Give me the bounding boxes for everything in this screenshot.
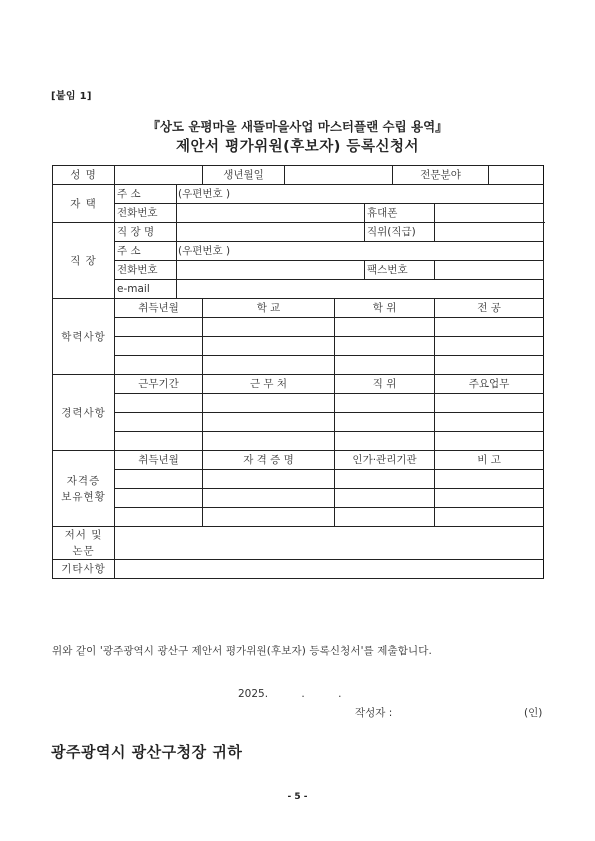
edu-col-degree: 학 위 — [335, 299, 435, 318]
table-row — [53, 356, 544, 375]
cert-label-line2: 보유현황 — [61, 490, 106, 503]
cert-cell[interactable] — [203, 508, 335, 527]
position-field[interactable] — [435, 223, 544, 242]
email-field[interactable] — [177, 280, 544, 299]
career-col-workplace: 근 무 처 — [203, 375, 335, 394]
edu-cell[interactable] — [203, 356, 335, 375]
field-label: 전문분야 — [393, 166, 489, 185]
workplace-row — [53, 223, 544, 242]
table-row — [53, 432, 544, 451]
work-label: 직 장 — [53, 223, 115, 299]
table-row — [53, 508, 544, 527]
education-header-row — [53, 299, 544, 318]
career-cell[interactable] — [115, 413, 203, 432]
edu-col-date: 취득년월 — [115, 299, 203, 318]
career-cell[interactable] — [115, 432, 203, 451]
email-label: e-mail — [115, 280, 177, 299]
name-label: 성 명 — [53, 166, 115, 185]
edu-col-major: 전 공 — [435, 299, 544, 318]
seal-mark: (인) — [524, 707, 543, 719]
publications-field[interactable] — [115, 527, 544, 560]
birth-field[interactable] — [285, 166, 393, 185]
cert-cell[interactable] — [435, 470, 544, 489]
fax-field[interactable] — [435, 261, 544, 280]
cert-cell[interactable] — [435, 489, 544, 508]
form-title: 제안서 평가위원(후보자) 등록신청서 — [176, 139, 419, 155]
mobile-label: 휴대폰 — [365, 204, 435, 223]
registration-form-table — [52, 165, 544, 579]
cert-cell[interactable] — [335, 470, 435, 489]
project-title: 『상도 운평마을 새뜰마을사업 마스터플랜 수립 용역』 — [147, 119, 448, 134]
position-label: 직위(직급) — [365, 223, 435, 242]
table-row — [53, 318, 544, 337]
career-cell[interactable] — [335, 394, 435, 413]
writer-label: 작성자 : — [355, 707, 393, 719]
education-label: 학력사항 — [53, 299, 115, 375]
workplace-field[interactable] — [177, 223, 365, 242]
work-phone-field[interactable] — [177, 261, 365, 280]
work-address-label: 주 소 — [115, 242, 177, 261]
home-address-label: 주 소 — [115, 185, 177, 204]
career-cell[interactable] — [335, 432, 435, 451]
name-row — [53, 166, 544, 185]
home-phone-row — [53, 204, 544, 223]
workplace-label: 직 장 명 — [115, 223, 177, 242]
publications-row — [53, 527, 544, 560]
edu-cell[interactable] — [115, 356, 203, 375]
cert-cell[interactable] — [203, 470, 335, 489]
cert-label-line1: 자격증 — [66, 474, 101, 487]
table-row — [53, 489, 544, 508]
cert-col-remarks: 비 고 — [435, 451, 544, 470]
cert-cell[interactable] — [335, 508, 435, 527]
table-row — [53, 337, 544, 356]
home-address-field[interactable]: (우편번호 ) — [177, 185, 544, 204]
career-col-duties: 주요업무 — [435, 375, 544, 394]
cert-label — [53, 451, 115, 527]
cert-cell[interactable] — [203, 489, 335, 508]
edu-cell[interactable] — [203, 337, 335, 356]
edu-cell[interactable] — [335, 318, 435, 337]
email-row — [53, 280, 544, 299]
table-row — [53, 394, 544, 413]
edu-cell[interactable] — [435, 356, 544, 375]
career-cell[interactable] — [335, 413, 435, 432]
name-field[interactable] — [115, 166, 203, 185]
cert-cell[interactable] — [435, 508, 544, 527]
career-label: 경력사항 — [53, 375, 115, 451]
mobile-field[interactable] — [435, 204, 544, 223]
work-address-field[interactable]: (우편번호 ) — [177, 242, 544, 261]
publications-label-line2: 논문 — [72, 545, 95, 557]
edu-cell[interactable] — [335, 356, 435, 375]
fax-label: 팩스번호 — [365, 261, 435, 280]
recipient: 광주광역시 광산구청장 귀하 — [51, 743, 243, 761]
cert-col-issuer: 인가·관리기관 — [335, 451, 435, 470]
home-label: 자 택 — [53, 185, 115, 223]
other-label: 기타사항 — [53, 560, 115, 579]
publications-label — [53, 527, 115, 560]
table-row — [53, 470, 544, 489]
home-phone-field[interactable] — [177, 204, 365, 223]
birth-label: 생년월일 — [203, 166, 285, 185]
career-cell[interactable] — [203, 413, 335, 432]
cert-header-row — [53, 451, 544, 470]
cert-cell[interactable] — [115, 489, 203, 508]
work-phone-label: 전화번호 — [115, 261, 177, 280]
date-line: 2025. . . — [238, 688, 342, 700]
cert-cell[interactable] — [115, 508, 203, 527]
edu-col-school: 학 교 — [203, 299, 335, 318]
edu-cell[interactable] — [335, 337, 435, 356]
home-address-row — [53, 185, 544, 204]
work-phone-row — [53, 261, 544, 280]
edu-cell[interactable] — [115, 318, 203, 337]
work-address-row — [53, 242, 544, 261]
edu-cell[interactable] — [435, 337, 544, 356]
career-col-position: 직 위 — [335, 375, 435, 394]
field-field[interactable] — [489, 166, 544, 185]
career-cell[interactable] — [435, 394, 544, 413]
career-header-row — [53, 375, 544, 394]
edu-cell[interactable] — [435, 318, 544, 337]
cert-col-date: 취득년월 — [115, 451, 203, 470]
publications-label-line1: 저서 및 — [64, 529, 103, 541]
other-row — [53, 560, 544, 579]
career-cell[interactable] — [203, 394, 335, 413]
page-number: - 5 - — [287, 792, 308, 802]
career-cell[interactable] — [435, 432, 544, 451]
cert-col-name: 자 격 증 명 — [203, 451, 335, 470]
edu-cell[interactable] — [115, 337, 203, 356]
career-col-period: 근무기간 — [115, 375, 203, 394]
table-row — [53, 413, 544, 432]
edu-cell[interactable] — [203, 318, 335, 337]
cert-cell[interactable] — [115, 470, 203, 489]
career-cell[interactable] — [115, 394, 203, 413]
cert-cell[interactable] — [335, 489, 435, 508]
home-phone-label: 전화번호 — [115, 204, 177, 223]
career-cell[interactable] — [435, 413, 544, 432]
other-field[interactable] — [115, 560, 544, 579]
career-cell[interactable] — [203, 432, 335, 451]
attachment-label: [붙임 1] — [51, 91, 92, 102]
submission-statement: 위와 같이 '광주광역시 광산구 제안서 평가위원(후보자) 등록신청서'를 제출합니다. — [52, 645, 432, 657]
